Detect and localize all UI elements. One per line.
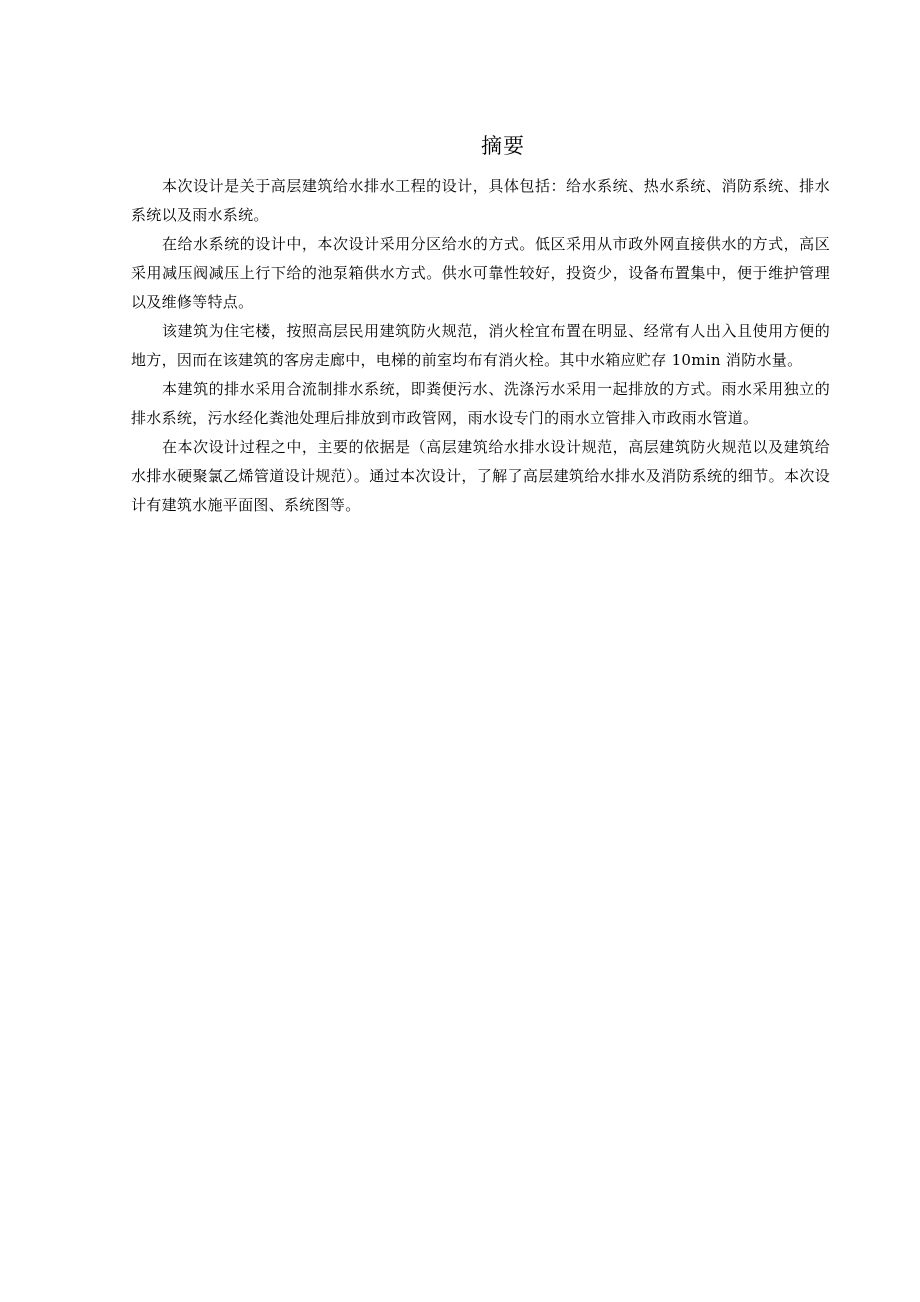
paragraph-design-basis: 在本次设计过程之中，主要的依据是（高层建筑给水排水设计规范，高层建筑防火规范以及建筑给水排水硬聚氯乙烯管道设计规范）。通过本次设计，了解了高层建筑给水排水及消防系统的细节。本次设计有建筑水施平面图、系统图等。 <box>131 438 830 514</box>
paragraph-fire-protection: 该建筑为住宅楼，按照高层民用建筑防火规范，消火栓宜布置在明显、经常有人出入且使用方便的地方，因而在该建筑的客房走廊中，电梯的前室均布有消火栓。其中水箱应贮存 10min 消防水量。 <box>131 322 830 369</box>
paragraph-drainage: 本建筑的排水采用合流制排水系统，即粪便污水、洗涤污水采用一起排放的方式。雨水采用独立的排水系统，污水经化粪池处理后排放到市政管网，雨水设专门的雨水立管排入市政雨水管道。 <box>131 380 830 427</box>
paragraph-scope: 本次设计是关于高层建筑给水排水工程的设计，具体包括：给水系统、热水系统、消防系统、排水系统以及雨水系统。 <box>131 177 830 224</box>
abstract-body <box>131 172 830 520</box>
paragraph-water-supply: 在给水系统的设计中，本次设计采用分区给水的方式。低区采用从市政外网直接供水的方式，高区采用减压阀减压上行下给的池泵箱供水方式。供水可靠性较好，投资少，设备布置集中，便于维护管理以及维修等特点。 <box>131 235 830 311</box>
page-title: 摘要 <box>481 134 525 158</box>
